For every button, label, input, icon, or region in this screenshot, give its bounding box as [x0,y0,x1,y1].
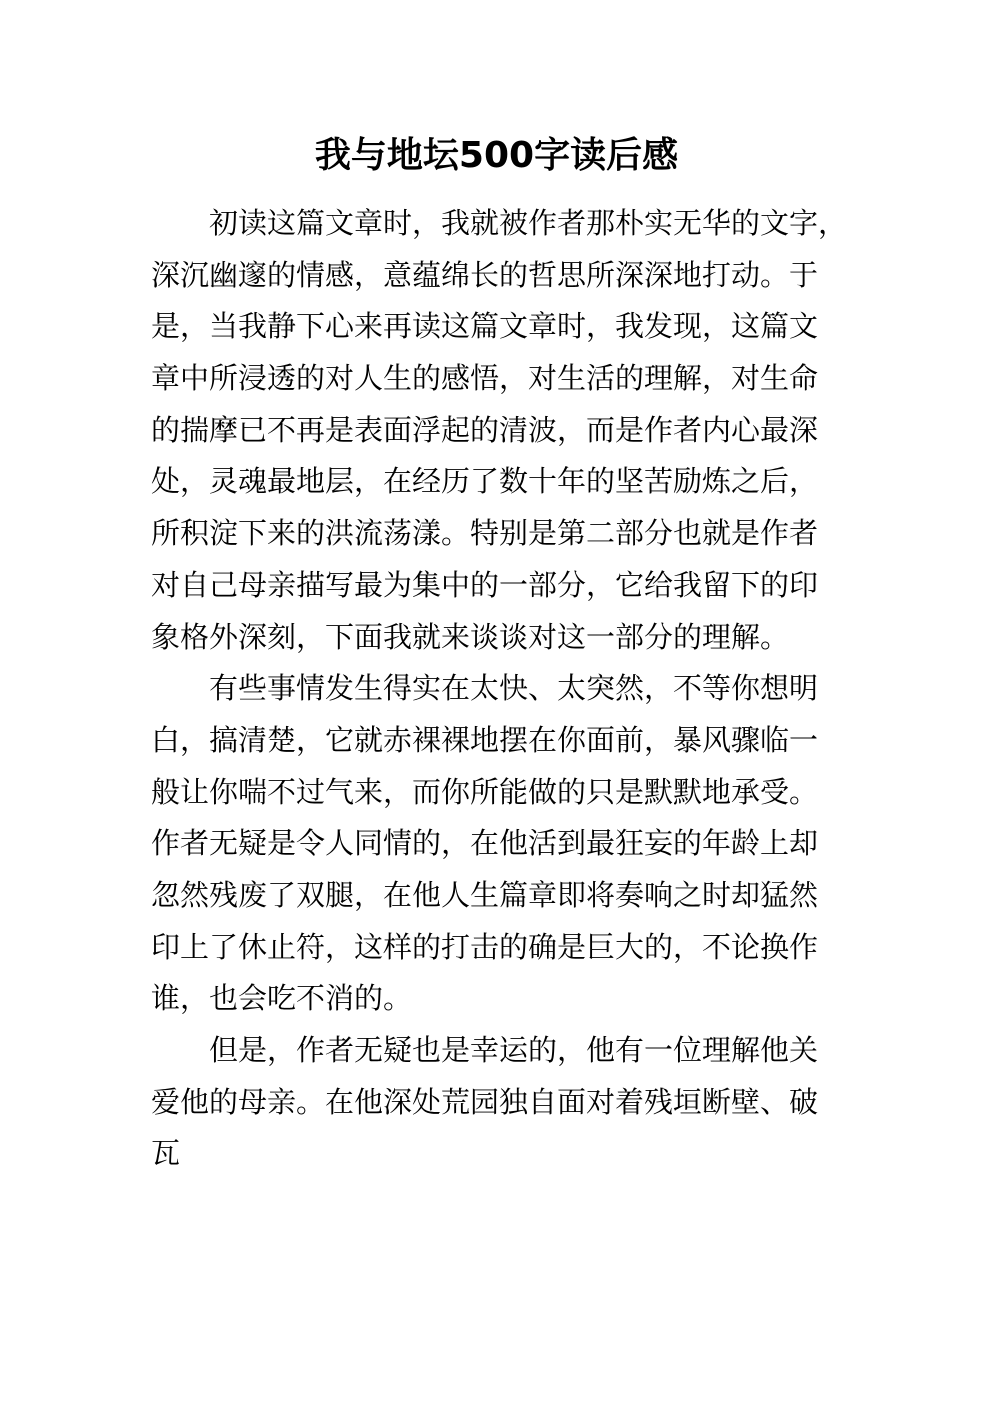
text-line: 忽然残废了双腿，在他人生篇章即将奏响之时却猛然 [151,877,819,912]
paragraph-2 [151,663,851,1025]
text-line: 瓦 [151,1136,181,1171]
text-line: 白，搞清楚，它就赤裸裸地摆在你面前，暴风骤临一 [151,722,819,757]
text-line: 作者无疑是令人同情的，在他活到最狂妄的年龄上却 [151,826,819,861]
text-line: 谁，也会吃不消的。 [151,981,413,1016]
document-title: 我与地坛500字读后感 [314,135,679,176]
paragraph-3 [151,1025,851,1180]
text-line: 象格外深刻，下面我就来谈谈对这一部分的理解。 [151,619,790,654]
text-line: 初读这篇文章时，我就被作者那朴实无华的文字， [151,206,848,240]
text-line: 爱他的母亲。在他深处荒园独自面对着残垣断壁、破 [151,1084,819,1119]
text-line: 深沉幽邃的情感，意蕴绵长的哲思所深深地打动。于 [151,257,819,292]
text-line: 印上了休止符，这样的打击的确是巨大的，不论换作 [151,929,819,964]
text-line: 是，当我静下心来再读这篇文章时，我发现，这篇文 [151,309,819,344]
text-line: 章中所浸透的对人生的感悟，对生活的理解，对生命 [151,361,819,396]
text-line: 的揣摩已不再是表面浮起的清波，而是作者内心最深 [151,412,819,447]
text-line: 但是，作者无疑也是幸运的，他有一位理解他关 [151,1033,819,1067]
text-line: 处，灵魂最地层，在经历了数十年的坚苦励炼之后， [151,464,819,499]
text-line: 所积淀下来的洪流荡漾。特别是第二部分也就是作者 [151,516,819,551]
document-body [151,198,851,1180]
paragraph-1 [151,198,851,663]
text-line: 对自己母亲描写最为集中的一部分，它给我留下的印 [151,567,819,602]
text-line: 有些事情发生得实在太快、太突然，不等你想明 [151,671,819,706]
text-line: 般让你喘不过气来，而你所能做的只是默默地承受。 [151,774,819,809]
